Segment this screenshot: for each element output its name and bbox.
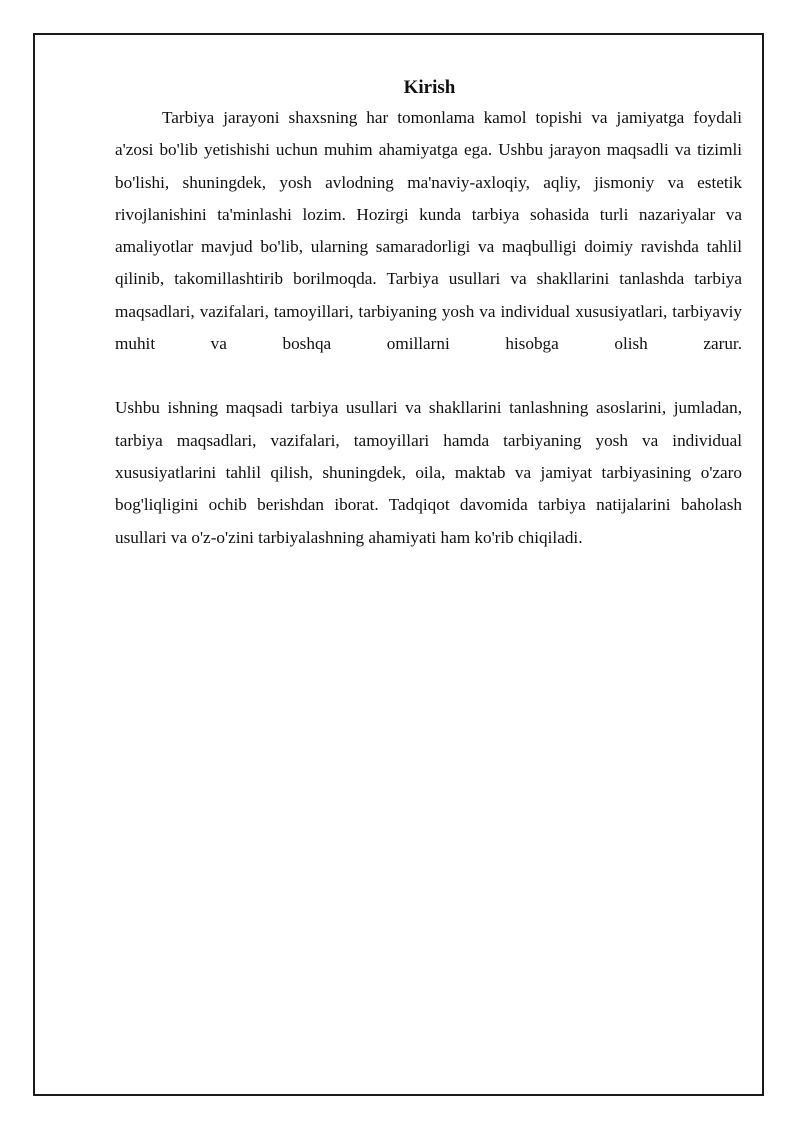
paragraph-introduction: Tarbiya jarayoni shaxsning har tomonlama kamol topishi va jamiyatga foydali a'zosi bo'lib yetishishi uchun muhim ahamiyatga ega. Ushbu jarayon maqsadli va tizimli bo'lishi, shuningdek, yosh avlodning ma'naviy-axloqiy, aqliy, jismoniy va estetik rivojlanishini ta'minlashi lozim. Hozirgi kunda tarbiya sohasida turli nazariyalar va amaliyotlar mavjud bo'lib, ularning samaradorligi va maqbulligi doimiy ravishda tahlil qilinib, takomillashtirib borilmoqda. Tarbiya usullari va shakllarini tanlashda tarbiya maqsadlari, vazifalari, tamoyillari, tarbiyaning yosh va individual xususiyatlari, tarbiyaviy muhit va boshqa omillarni hisobga olish zarur. <box>115 108 742 354</box>
document-body <box>115 74 742 554</box>
page-title: Kirish <box>403 77 456 98</box>
paragraph-spacer <box>115 360 742 392</box>
paragraph-purpose: Ushbu ishning maqsadi tarbiya usullari va shakllarini tanlashning asoslarini, jumladan, tarbiya maqsadlari, vazifalari, tamoyillari hamda tarbiyaning yosh va individual xususiyatlarini tahlil qilish, shuningdek, oila, maktab va jamiyat tarbiyasining o'zaro bog'liqligini ochib berishdan iborat. Tadqiqot davomida tarbiya natijalarini baholash usullari va o'z-o'zini tarbiyalashning ahamiyati ham ko'rib chiqiladi. <box>115 398 742 547</box>
